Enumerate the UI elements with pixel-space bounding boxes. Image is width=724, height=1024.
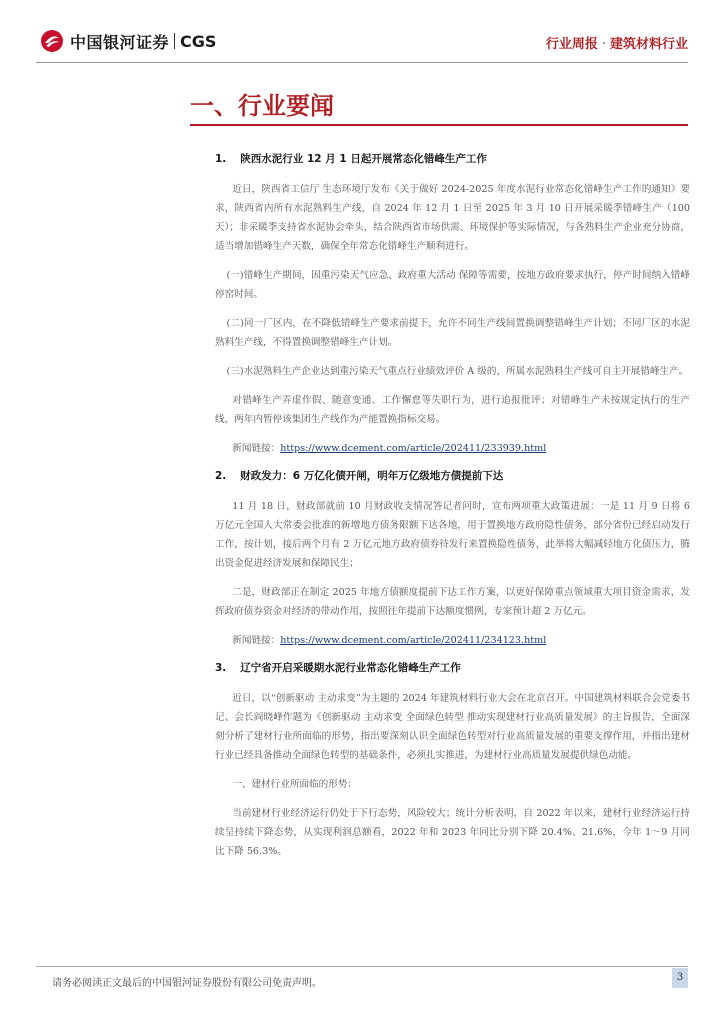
- section-title: 一、行业要闻: [190, 92, 334, 120]
- news-paragraph: 当前建材行业经济运行仍处于下行态势，风险较大；统计分析表明，自 2022 年以来，建材行业经济运行持续呈持续下降态势，从实现利润总额看，2022 年和 2023 年同比分别下降 20.4%、21.6%，今年 1～9 月同比下降 56.3%。: [215, 808, 690, 857]
- logo-english-name: CGS: [180, 31, 217, 51]
- news-link[interactable]: https://www.dcement.com/article/202411/234123.html: [280, 635, 547, 646]
- news-paragraph: 近日，陕西省工信厅 生态环境厅发布《关于做好 2024-2025 年度水泥行业常态化错峰生产工作的通知》要求，陕西省内所有水泥熟料生产线，自 2024 年 12 月 1 日至 2025 年 3 月 10 日开展采暖季错峰生产（100 天）；非采暖季支持省水泥协会牵头，结合陕西省市场供需、环境保护等实际情况，与各熟料生产企业充分协商，适当增加错峰生产天数，确保全年常态化错峰生产顺利进行。: [215, 184, 690, 252]
- separator-dot: ·: [601, 37, 606, 52]
- news-link-line: [215, 439, 690, 458]
- news-content: [215, 145, 690, 871]
- industry-name: 建筑材料行业: [609, 37, 688, 52]
- news-item-2: [215, 468, 690, 650]
- news-paragraph: 对错峰生产弄虚作假、随意变通、工作懈怠等失职行为，进行追报批评；对错峰生产未按规定执行的生产线，两年内暂停该集团生产线作为产能置换指标交易。: [215, 395, 690, 425]
- news-paragraph: 近日，以“创新驱动 主动求变”为主题的 2024 年建筑材料行业大会在北京召开。中国建筑材料联合会党委书记、会长阎晓峰作题为《创新驱动 主动求变 全面绿色转型 推动实现建材行业高质量发展》的主旨报告，全面深刻分析了建材行业所面临的形势，指出要深刻认识全面绿色转型对行业高质量发展的重要支撑作用，并指出建材行业已经具备推动全面绿色转型的基础条件，必须扎实推进，为建材行业高质量发展提供绿色动能。: [215, 693, 690, 761]
- news-paragraph: 二是，财政部正在制定 2025 年地方债额度提前下达工作方案，以更好保障重点领域重大项目资金需求，发挥政府债券资金对经济的带动作用，按照往年提前下达额度惯例，专家预计超 2 万亿元。: [215, 587, 690, 617]
- news-paragraph: (三)水泥熟料生产企业达到重污染天气重点行业绩效评价 A 级的，所属水泥熟料生产线可自主开展错峰生产。: [226, 366, 689, 377]
- news-item-3: [215, 660, 690, 861]
- news-number: 2.: [215, 470, 227, 482]
- news-title: 财政发力：6 万亿化债开闸，明年万亿级地方债提前下达: [240, 470, 504, 482]
- logo-chinese-name: 中国银河证券: [70, 32, 170, 52]
- news-title: 陕西水泥行业 12 月 1 日起开展常态化错峰生产工作: [240, 153, 487, 165]
- page-number: 3: [672, 968, 688, 988]
- section-rule: [190, 124, 688, 126]
- news-number: 3.: [215, 662, 227, 674]
- news-paragraph: (二)同一厂区内，在不降低错峰生产要求前提下，允许不同生产线间置换调整错峰生产计划；不同厂区的水泥熟料生产线，不得置换调整错峰生产计划。: [215, 318, 690, 348]
- news-link-label: 新闻链接：: [232, 443, 281, 454]
- news-paragraph: (一)错峰生产期间，因重污染天气应急、政府重大活动 保障等需要，按地方政府要求执行，停产时间纳入错峰停窑时间。: [215, 270, 690, 300]
- news-item-1: [215, 151, 690, 458]
- company-logo: [40, 28, 216, 54]
- news-link-line: [215, 631, 690, 650]
- news-heading: [215, 660, 690, 675]
- news-paragraph: 一、建材行业所面临的形势：: [232, 779, 357, 790]
- news-title: 辽宁省开启采暖期水泥行业常态化错峰生产工作: [240, 662, 461, 674]
- news-heading: [215, 468, 690, 483]
- logo-divider: [174, 33, 175, 49]
- news-paragraph: 11 月 18 日，财政部就前 10 月财政收支情况答记者问时，宣布两项重大政策进展：一是 11 月 9 日将 6 万亿元全国人大常委会批准的新增地方债务限额下达各地，用于置换地方政府隐性债务，部分省份已经启动发行工作，按计划，接后两个月有 2 万亿元地方政府债券待发行来置换隐性债务，此举将大幅减轻地方化债压力，腾出资金促进经济发展和保障民生；: [215, 501, 690, 569]
- footer-divider: [36, 966, 688, 967]
- page-header: [0, 0, 724, 70]
- footer-disclaimer: 请务必阅读正文最后的中国银河证券股份有限公司免责声明。: [52, 978, 322, 989]
- news-link-label: 新闻链接：: [232, 635, 281, 646]
- news-link[interactable]: https://www.dcement.com/article/202411/233939.html: [280, 443, 547, 454]
- header-divider: [36, 62, 688, 63]
- report-type: 行业周报: [545, 37, 598, 52]
- news-number: 1.: [215, 153, 227, 165]
- news-heading: [215, 151, 690, 166]
- cgs-logo-icon: [40, 29, 64, 53]
- report-type-label: [546, 33, 688, 52]
